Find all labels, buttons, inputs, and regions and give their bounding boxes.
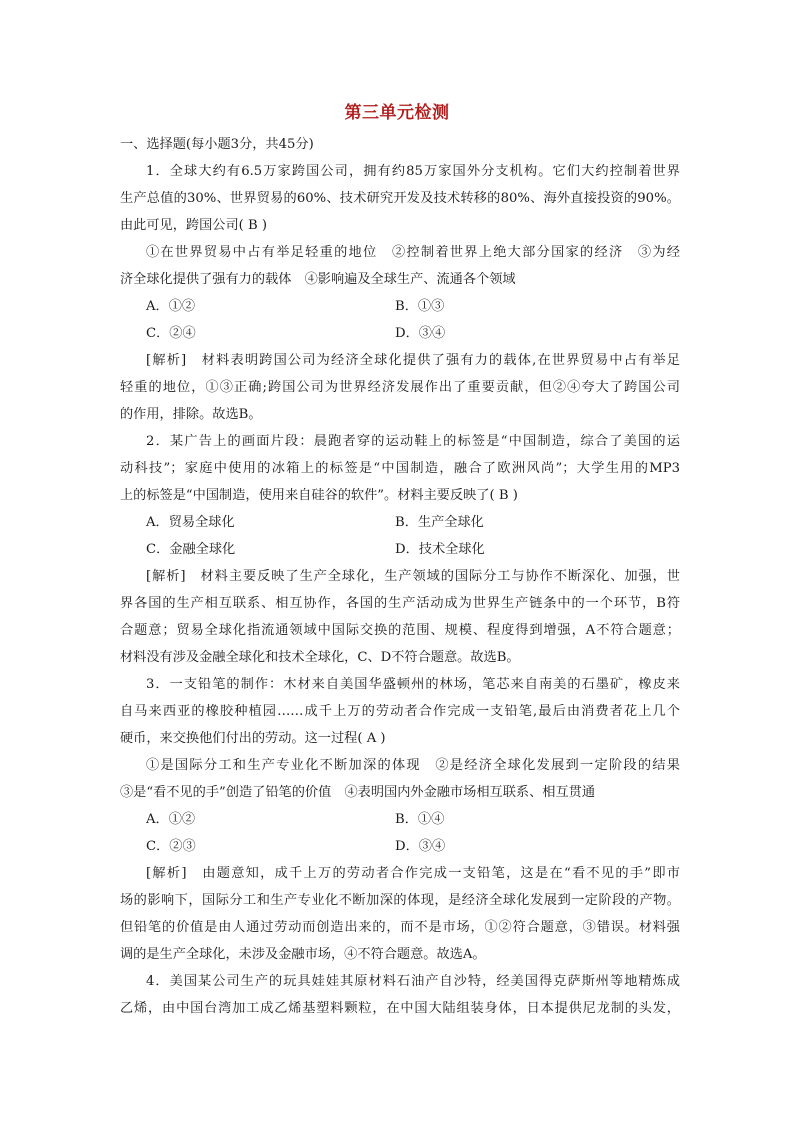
q2-explanation-line-2: 界各国的生产相互联系、相互协作，各国的生产活动成为世界生产链条中的一个环节，B符 — [120, 596, 680, 611]
q2-option-b: B．生产全球化 — [395, 515, 484, 530]
q1-stem-line-1: 1．全球大约有6.5万家跨国公司，拥有约85万家国外分支机构。它们大约控制着世界 — [146, 164, 680, 179]
q2-options-row-2 — [120, 536, 680, 563]
q1-explanation-line-2: 轻重的地位，①③正确;跨国公司为世界经济发展作出了重要贡献，但②④夸大了跨国公司 — [120, 380, 680, 395]
q2-option-d: D．技术全球化 — [395, 542, 485, 557]
q3-explanation-line-1: [解析] 由题意知，成千上万的劳动者合作完成一支铅笔，这是在“看不见的手”即市 — [146, 866, 680, 881]
q3-stem-line-2: 自马来西亚的橡胶种植园……成千上万的劳动者合作完成一支铅笔,最后由消费者花上几个 — [120, 704, 680, 719]
q1-explanation-line-1: [解析] 材料表明跨国公司为经济全球化提供了强有力的载体,在世界贸易中占有举足 — [146, 353, 680, 368]
q1-statements-line-1: ①在世界贸易中占有举足轻重的地位 ②控制着世界上绝大部分国家的经济 ③为经 — [146, 245, 680, 260]
q1-statements-line-2: 济全球化提供了强有力的载体 ④影响遍及全球生产、流通各个领域 — [120, 272, 516, 287]
q4-stem-line-1: 4．美国某公司生产的玩具娃娃其原材料石油产自沙特，经美国得克萨斯州等地精炼成 — [146, 974, 680, 989]
q3-options-row-1 — [120, 806, 680, 833]
page-title: 第三单元检测 — [344, 103, 450, 123]
q2-option-a: A．贸易全球化 — [146, 515, 235, 530]
q2-explanation-line-1: [解析] 材料主要反映了生产全球化，生产领域的国际分工与协作不断深化、加强，世 — [146, 569, 680, 584]
q2-stem-line-2: 动科技”；家庭中使用的冰箱上的标签是“中国制造，融合了欧洲风尚”；大学生用的MP3 — [120, 461, 680, 476]
q3-options-row-2 — [120, 833, 680, 860]
q1-explanation-line-3: 的作用，排除。故选B。 — [120, 407, 262, 422]
q1-option-d: D．③④ — [395, 326, 446, 341]
q4-stem-line-2: 乙烯，由中国台湾加工成乙烯基塑料颗粒，在中国大陆组装身体，日本提供尼龙制的头发， — [120, 1001, 680, 1016]
q3-explanation-line-3: 但铅笔的价值是由人通过劳动而创造出来的，而不是市场，①②符合题意，③错误。材料强 — [120, 920, 680, 935]
q1-option-a: A．①② — [146, 299, 196, 314]
q2-stem-line-1: 2．某广告上的画面片段：晨跑者穿的运动鞋上的标签是“中国制造，综合了美国的运 — [146, 434, 680, 449]
q2-option-c: C．金融全球化 — [146, 542, 236, 557]
section-heading: 一、选择题(每小题3分，共45分) — [120, 137, 314, 152]
q3-explanation-line-4: 调的是生产全球化，未涉及金融市场，④不符合题意。故选A。 — [120, 947, 486, 962]
q3-option-b: B．①④ — [395, 812, 445, 827]
q2-stem-line-3: 上的标签是“中国制造，使用来自硅谷的软件”。材料主要反映了( B ) — [120, 488, 518, 503]
q2-explanation-line-4: 材料没有涉及金融全球化和技术全球化，C、D不符合题意。故选B。 — [120, 650, 520, 665]
q3-option-c: C．②③ — [146, 839, 196, 854]
q1-stem-line-3: 由此可见，跨国公司( B ) — [120, 218, 268, 233]
q1-options-row-1 — [120, 293, 680, 320]
q1-option-c: C．②④ — [146, 326, 196, 341]
q2-options-row-1 — [120, 509, 680, 536]
q1-stem-line-2: 生产总值的30%、世界贸易的60%、技术研究开发及技术转移的80%、海外直接投资的90%。 — [120, 191, 680, 206]
q3-stem-line-1: 3．一支铅笔的制作：木材来自美国华盛顿州的林场，笔芯来自南美的石墨矿，橡皮来 — [146, 677, 680, 692]
q2-explanation-line-3: 合题意；贸易全球化指流通领域中国际交换的范围、规模、程度得到增强，A不符合题意； — [120, 623, 680, 638]
q3-statements-line-2: ③是“看不见的手”创造了铅笔的价值 ④表明国内外金融市场相互联系、相互贯通 — [120, 785, 596, 800]
q3-stem-line-3: 硬币，来交换他们付出的劳动。这一过程( A ) — [120, 731, 386, 746]
q1-options-row-2 — [120, 320, 680, 347]
q3-option-d: D．③④ — [395, 839, 446, 854]
q3-explanation-line-2: 场的影响下，国际分工和生产专业化不断加深的体现，是经济全球化发展到一定阶段的产物。 — [120, 893, 680, 908]
q3-option-a: A．①② — [146, 812, 196, 827]
q1-option-b: B．①③ — [395, 299, 445, 314]
document-body — [120, 131, 680, 1022]
q3-statements-line-1: ①是国际分工和生产专业化不断加深的体现 ②是经济全球化发展到一定阶段的结果 — [146, 758, 680, 773]
